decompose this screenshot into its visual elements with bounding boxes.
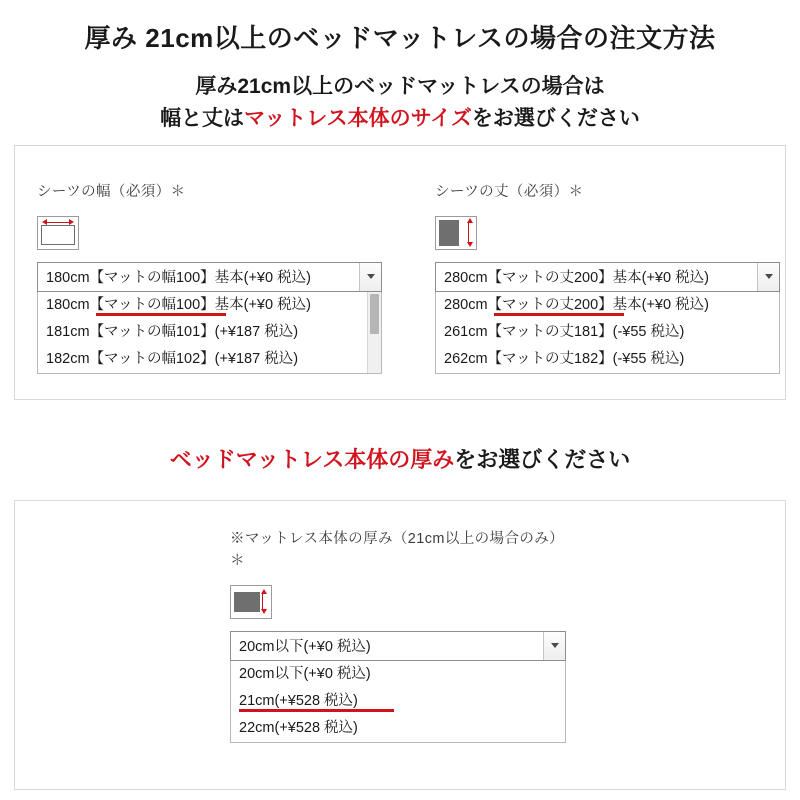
dropdown-scrollbar[interactable]: [367, 292, 381, 373]
mattress-thickness-label: ※マットレス本体の厚み（21cm以上の場合のみ）＊: [230, 531, 565, 569]
subtitle-line-2-highlight: マットレス本体のサイズ: [244, 106, 472, 130]
sheet-width-label: シーツの幅（必須）＊: [37, 184, 186, 200]
subtitle-line-2: [0, 103, 800, 135]
size-selection-panel: [14, 145, 786, 400]
list-item[interactable]: 20cm以下(+¥0 税込): [239, 665, 371, 682]
subtitle-line-2-pre: 幅と丈は: [160, 106, 245, 130]
thickness-heading-highlight: ベッドマットレス本体の厚み: [169, 447, 455, 472]
field-mattress-thickness: [230, 529, 575, 743]
list-item[interactable]: 22cm(+¥528 税込): [239, 719, 358, 736]
chevron-down-icon[interactable]: [543, 632, 565, 660]
thickness-arrow-icon: [230, 585, 272, 619]
width-arrow-icon: [37, 216, 79, 250]
list-item[interactable]: 182cm【マットの幅102】(+¥187 税込): [46, 350, 299, 367]
sheet-length-select[interactable]: [435, 262, 780, 292]
list-item[interactable]: 262cm【マットの丈182】(-¥55 税込): [444, 350, 685, 367]
subtitle-line-1: 厚み21cm以上のベッドマットレスの場合は: [195, 75, 605, 98]
chevron-down-icon[interactable]: [359, 263, 381, 291]
list-item[interactable]: 181cm【マットの幅101】(+¥187 税込): [46, 323, 299, 340]
mattress-thickness-dropdown[interactable]: [230, 661, 566, 743]
sheet-width-select[interactable]: [37, 262, 382, 292]
subtitle-line-2-post: をお選びください: [471, 106, 640, 130]
length-arrow-icon: [435, 216, 477, 250]
sheet-length-dropdown[interactable]: [435, 292, 780, 374]
list-item[interactable]: 21cm(+¥528 税込): [231, 688, 565, 715]
list-item[interactable]: 261cm【マットの丈181】(-¥55 税込): [444, 323, 685, 340]
page-title: 厚み 21cm以上のベッドマットレスの場合の注文方法: [84, 23, 716, 53]
list-item[interactable]: 280cm【マットの丈200】基本(+¥0 税込): [436, 292, 779, 319]
chevron-down-icon[interactable]: [757, 263, 779, 291]
field-sheet-width: [37, 182, 382, 374]
subtitle-block: [0, 71, 800, 134]
thickness-section-heading: [0, 443, 800, 474]
field-sheet-length: [435, 182, 780, 374]
list-item[interactable]: 180cm【マットの幅100】基本(+¥0 税込): [38, 292, 381, 319]
sheet-length-selected-value: 280cm【マットの丈200】基本(+¥0 税込): [444, 270, 709, 287]
sheet-width-dropdown[interactable]: [37, 292, 382, 374]
thickness-selection-panel: [14, 500, 786, 790]
sheet-length-label: シーツの丈（必須）＊: [435, 184, 584, 200]
sheet-width-selected-value: 180cm【マットの幅100】基本(+¥0 税込): [46, 270, 311, 287]
thickness-heading-rest: をお選びください: [454, 447, 631, 472]
mattress-thickness-select[interactable]: [230, 631, 566, 661]
mattress-thickness-selected-value: 20cm以下(+¥0 税込): [239, 639, 371, 655]
